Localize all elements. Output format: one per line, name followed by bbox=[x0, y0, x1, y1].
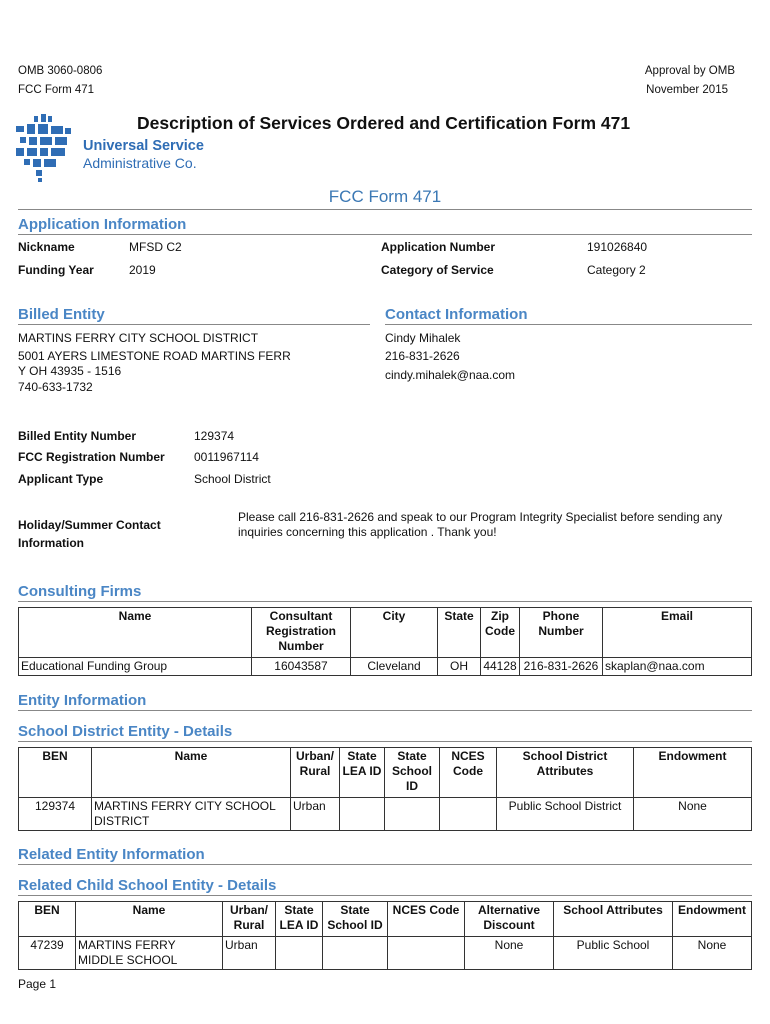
title-divider bbox=[18, 209, 752, 210]
table-row bbox=[19, 798, 752, 831]
col-nces-line1: NCES bbox=[451, 749, 485, 763]
consultant-email: skaplan@naa.com bbox=[603, 658, 752, 676]
child-endowment: None bbox=[673, 937, 752, 970]
col-name: Name bbox=[92, 748, 291, 798]
related-divider bbox=[18, 864, 752, 865]
billed-entity-address-1: 5001 AYERS LIMESTONE ROAD MARTINS FERR bbox=[18, 349, 291, 363]
application-divider bbox=[18, 234, 752, 235]
col-urban-line2: Rural bbox=[233, 918, 265, 932]
col-lea-line1: State bbox=[284, 903, 314, 917]
document-title: Description of Services Ordered and Certification Form 471 bbox=[137, 113, 631, 133]
col-registration-line2: Registration bbox=[265, 624, 336, 638]
usac-logo-icon bbox=[14, 112, 74, 184]
col-phone-line2: Number bbox=[538, 624, 584, 638]
consultant-phone: 216-831-2626 bbox=[520, 658, 603, 676]
child-name-line1: MARTINS FERRY bbox=[78, 938, 176, 952]
consulting-firms-heading: Consulting Firms bbox=[18, 583, 142, 600]
billed-entity-address-2: Y OH 43935 - 1516 bbox=[18, 364, 122, 378]
holiday-contact-label-1: Holiday/Summer Contact bbox=[18, 518, 161, 532]
form-title: FCC Form 471 bbox=[328, 187, 442, 206]
col-zip bbox=[481, 608, 520, 658]
district-endowment: None bbox=[634, 798, 752, 831]
funding-year-label: Funding Year bbox=[18, 263, 94, 277]
child-nces bbox=[388, 937, 465, 970]
col-email: Email bbox=[603, 608, 752, 658]
fcc-registration-label: FCC Registration Number bbox=[18, 450, 165, 464]
child-ben: 47239 bbox=[19, 937, 76, 970]
ben-value: 129374 bbox=[194, 429, 235, 443]
nickname-label: Nickname bbox=[18, 240, 75, 254]
child-alternative-discount: None bbox=[465, 937, 554, 970]
usac-logo bbox=[14, 112, 74, 184]
district-ben: 129374 bbox=[19, 798, 92, 831]
contact-info-heading: Contact Information bbox=[385, 306, 528, 323]
col-city: City bbox=[351, 608, 438, 658]
col-urban-line1: Urban/ bbox=[229, 903, 268, 917]
child-school-heading: Related Child School Entity - Details bbox=[18, 877, 277, 894]
related-entity-heading: Related Entity Information bbox=[18, 846, 205, 863]
consultant-city: Cleveland bbox=[351, 658, 438, 676]
col-urban-rural bbox=[291, 748, 340, 798]
child-school-id bbox=[323, 937, 388, 970]
category-value: Category 2 bbox=[587, 263, 646, 277]
consultant-state: OH bbox=[438, 658, 481, 676]
consultant-registration: 16043587 bbox=[252, 658, 351, 676]
billed-entity-name: MARTINS FERRY CITY SCHOOL DISTRICT bbox=[18, 331, 259, 345]
col-zip-line1: Zip bbox=[491, 609, 509, 623]
page-number: Page 1 bbox=[18, 977, 57, 991]
col-phone bbox=[520, 608, 603, 658]
col-sid-line1: State bbox=[397, 749, 427, 763]
col-school-attributes: School Attributes bbox=[554, 902, 673, 937]
col-ben: BEN bbox=[19, 748, 92, 798]
school-district-table bbox=[18, 747, 752, 831]
consulting-firms-table bbox=[18, 607, 752, 676]
col-ben: BEN bbox=[19, 902, 76, 937]
col-sid-line1: State bbox=[340, 903, 370, 917]
application-number-value: 191026840 bbox=[587, 240, 648, 254]
child-school-attributes: Public School bbox=[554, 937, 673, 970]
contact-phone: 216-831-2626 bbox=[385, 349, 460, 363]
entity-info-heading: Entity Information bbox=[18, 692, 147, 709]
contact-divider bbox=[385, 324, 752, 325]
applicant-type-label: Applicant Type bbox=[18, 472, 104, 486]
omb-number: OMB 3060-0806 bbox=[18, 65, 103, 77]
col-urban-line1: Urban/ bbox=[295, 749, 334, 763]
district-name bbox=[92, 798, 291, 831]
col-lea-line2: LEA ID bbox=[279, 918, 319, 932]
col-nces-line2: Code bbox=[453, 764, 483, 778]
col-registration-line1: Consultant bbox=[269, 609, 333, 623]
col-lea-line1: State bbox=[347, 749, 377, 763]
consultant-zip: 44128 bbox=[481, 658, 520, 676]
contact-name: Cindy Mihalek bbox=[385, 331, 461, 345]
col-alt-line2: Discount bbox=[483, 918, 535, 932]
district-school-id bbox=[385, 798, 440, 831]
district-name-line1: MARTINS FERRY CITY SCHOOL bbox=[94, 799, 276, 813]
col-name: Name bbox=[76, 902, 223, 937]
district-divider bbox=[18, 741, 752, 742]
child-school-table bbox=[18, 901, 752, 970]
col-state-school-id bbox=[323, 902, 388, 937]
approval-date: November 2015 bbox=[646, 84, 728, 96]
col-district-attributes bbox=[497, 748, 634, 798]
col-urban-line2: Rural bbox=[299, 764, 331, 778]
col-alternative-discount bbox=[465, 902, 554, 937]
child-name-line2: MIDDLE SCHOOL bbox=[78, 953, 178, 967]
form-number: FCC Form 471 bbox=[18, 84, 95, 96]
district-attributes: Public School District bbox=[497, 798, 634, 831]
table-row bbox=[19, 658, 752, 676]
col-registration-line3: Number bbox=[278, 639, 324, 653]
col-sid-line2: School bbox=[391, 764, 432, 778]
logo-text-line1: Universal Service bbox=[83, 138, 204, 154]
consulting-header-row bbox=[19, 608, 752, 658]
applicant-type-value: School District bbox=[194, 472, 271, 486]
col-endowment: Endowment bbox=[634, 748, 752, 798]
district-header-row bbox=[19, 748, 752, 798]
contact-email: cindy.mihalek@naa.com bbox=[385, 368, 516, 382]
omb-approval: Approval by OMB bbox=[644, 65, 735, 77]
ben-label: Billed Entity Number bbox=[18, 429, 137, 443]
col-nces: NCES Code bbox=[388, 902, 465, 937]
logo-text-line2: Administrative Co. bbox=[83, 155, 197, 171]
holiday-contact-label-2: Information bbox=[18, 536, 84, 550]
fcc-registration-value: 0011967114 bbox=[194, 450, 259, 464]
funding-year-value: 2019 bbox=[129, 263, 156, 277]
billed-entity-phone: 740-633-1732 bbox=[18, 380, 93, 394]
holiday-contact-text-1: Please call 216-831-2626 and speak to our Program Integrity Specialist before sending any bbox=[238, 510, 723, 524]
application-number-label: Application Number bbox=[381, 240, 496, 254]
col-lea-line2: LEA ID bbox=[342, 764, 382, 778]
billed-entity-divider bbox=[18, 324, 370, 325]
col-state-lea bbox=[276, 902, 323, 937]
col-alt-line1: Alternative bbox=[477, 903, 541, 917]
nickname-value: MFSD C2 bbox=[129, 240, 182, 254]
col-registration bbox=[252, 608, 351, 658]
entity-divider bbox=[18, 710, 752, 711]
table-row bbox=[19, 937, 752, 970]
col-urban-rural bbox=[223, 902, 276, 937]
district-nces bbox=[440, 798, 497, 831]
col-state: State bbox=[438, 608, 481, 658]
billed-entity-heading: Billed Entity bbox=[18, 306, 105, 323]
child-name bbox=[76, 937, 223, 970]
col-sid-line3: ID bbox=[406, 779, 418, 793]
col-state-school-id bbox=[385, 748, 440, 798]
col-sid-line2: School ID bbox=[327, 918, 383, 932]
child-header-row bbox=[19, 902, 752, 937]
child-urban-rural: Urban bbox=[223, 937, 276, 970]
col-name: Name bbox=[19, 608, 252, 658]
col-nces bbox=[440, 748, 497, 798]
col-zip-line2: Code bbox=[485, 624, 515, 638]
category-label: Category of Service bbox=[381, 263, 494, 277]
district-details-heading: School District Entity - Details bbox=[18, 723, 233, 740]
district-name-line2: DISTRICT bbox=[94, 814, 150, 828]
district-urban-rural: Urban bbox=[291, 798, 340, 831]
district-lea-id bbox=[340, 798, 385, 831]
col-state-lea bbox=[340, 748, 385, 798]
child-lea-id bbox=[276, 937, 323, 970]
col-attr-line1: School District bbox=[522, 749, 608, 763]
col-phone-line1: Phone bbox=[542, 609, 580, 623]
consultant-name: Educational Funding Group bbox=[19, 658, 252, 676]
application-info-heading: Application Information bbox=[18, 216, 187, 233]
holiday-contact-text-2: inquiries concerning this application . Thank you! bbox=[238, 525, 497, 539]
col-endowment: Endowment bbox=[673, 902, 752, 937]
col-attr-line2: Attributes bbox=[536, 764, 594, 778]
consulting-divider bbox=[18, 601, 752, 602]
child-divider bbox=[18, 895, 752, 896]
